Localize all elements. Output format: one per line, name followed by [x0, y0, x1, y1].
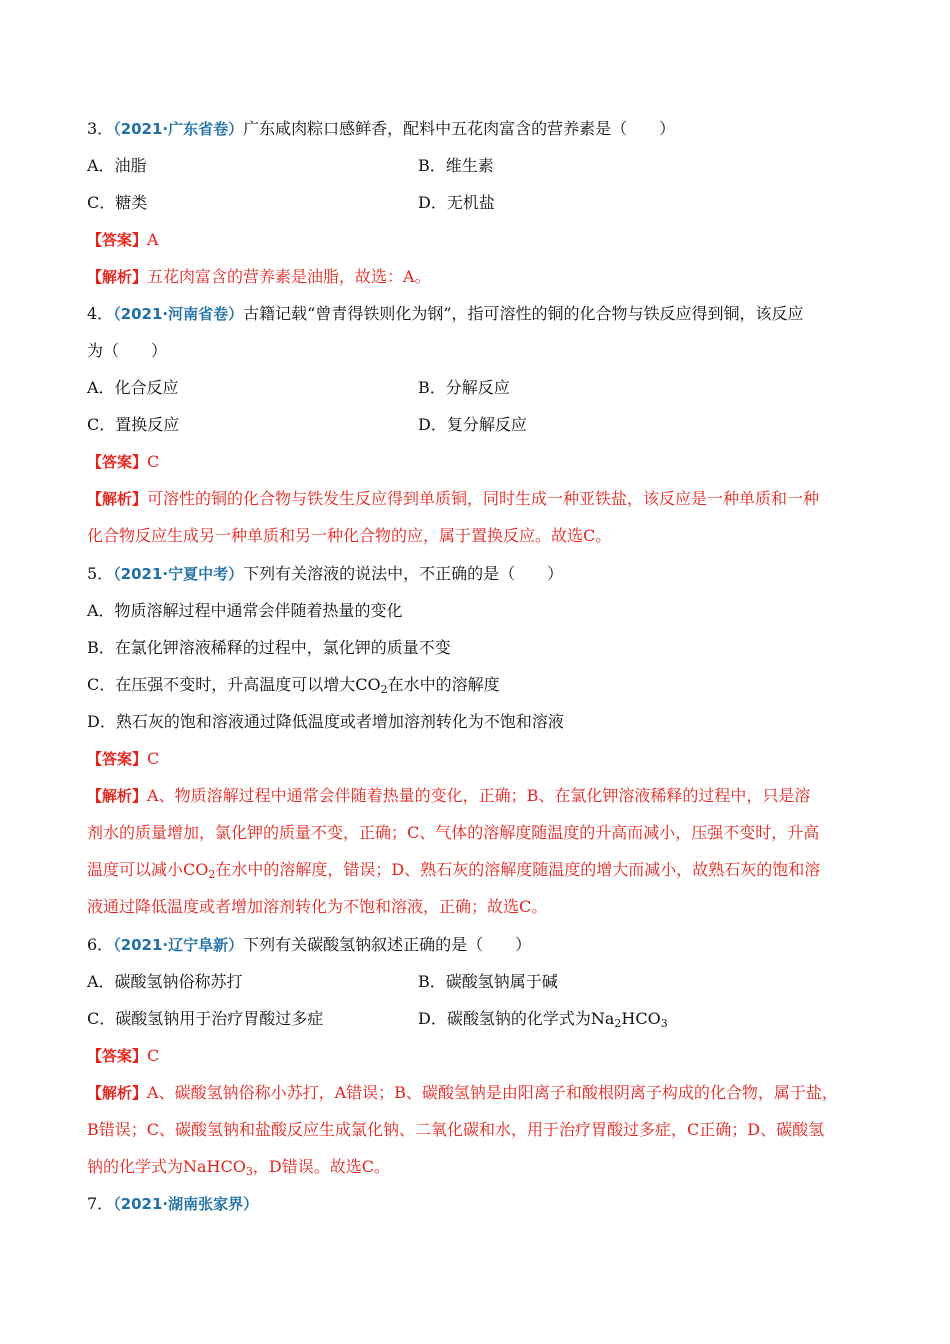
analysis-tag: 【解析】 [87, 490, 148, 508]
analysis-text: 剂水的质量增加，氯化钾的质量不变，正确；C、气体的溶解度随温度的升高而减小，压强不变时，升高 [87, 823, 820, 842]
option-c: C．碳酸氢钠用于治疗胃酸过多症 [87, 1009, 324, 1028]
option-a: A．碳酸氢钠俗称苏打 [87, 972, 243, 991]
analysis-tag: 【解析】 [87, 787, 148, 805]
answer-value: C [147, 749, 160, 768]
question-3-options-row-1 [87, 155, 877, 177]
option-c-cont: 在水中的溶解度 [387, 675, 500, 694]
chemical-formula: CO [183, 860, 209, 879]
chemical-formula: Na [590, 1009, 615, 1028]
question-source: （2021·宁夏中考） [113, 565, 244, 583]
question-5-option-c [87, 674, 877, 696]
question-4-stem-cont [87, 340, 877, 362]
option-a: A．化合反应 [87, 378, 179, 397]
answer-tag: 【答案】 [87, 1047, 148, 1065]
question-5-analysis-line-4 [87, 896, 877, 918]
question-number: 4． [87, 304, 114, 323]
analysis-text: 五花肉富含的营养素是油脂，故选：A。 [147, 267, 431, 286]
option-d: D．无机盐 [418, 193, 495, 212]
option-a: A．油脂 [87, 156, 147, 175]
question-source: （2021·湖南张家界） [113, 1195, 259, 1213]
subscript: 2 [208, 868, 216, 881]
analysis-tag: 【解析】 [87, 268, 148, 286]
question-4-answer [87, 451, 877, 473]
analysis-text: A、碳酸氢钠俗称小苏打，A错误；B、碳酸氢钠是由阳离子和酸根阴离子构成的化合物，属于盐， [147, 1083, 838, 1102]
question-5-option-b [87, 637, 877, 659]
answer-value: C [147, 452, 160, 471]
analysis-text: 温度可以减小 [87, 860, 184, 879]
answer-value: C [147, 1046, 160, 1065]
subscript: 3 [660, 1017, 668, 1030]
option-b: B．分解反应 [418, 378, 510, 397]
question-3-answer [87, 229, 877, 251]
option-a: A．物质溶解过程中通常会伴随着热量的变化 [87, 601, 403, 620]
question-6-options-row-1 [87, 971, 877, 993]
analysis-text: 可溶性的铜的化合物与铁发生反应得到单质铜，同时生成一种亚铁盐，该反应是一种单质和一种 [147, 489, 820, 508]
question-6-analysis-line-1 [87, 1082, 877, 1104]
question-5-answer [87, 748, 877, 770]
question-6-analysis-line-2 [87, 1119, 877, 1141]
chemical-formula: CO [355, 675, 381, 694]
analysis-text-cont: ，D错误。故选C。 [252, 1157, 390, 1176]
answer-value: A [147, 230, 159, 249]
subscript: 3 [245, 1165, 253, 1178]
question-5-analysis-line-1 [87, 785, 877, 807]
analysis-tag: 【解析】 [87, 1084, 148, 1102]
question-number: 3． [87, 119, 114, 138]
question-text: 下列有关溶液的说法中，不正确的是（ ） [243, 564, 564, 583]
question-3-analysis [87, 266, 877, 288]
question-4-stem [87, 303, 877, 325]
analysis-text: 钠的化学式为NaHCO [87, 1157, 246, 1176]
answer-tag: 【答案】 [87, 453, 148, 471]
question-source: （2021·辽宁阜新） [113, 936, 244, 954]
question-6-answer [87, 1045, 877, 1067]
question-source: （2021·河南省卷） [113, 305, 244, 323]
question-number: 6． [87, 935, 114, 954]
question-5-option-a [87, 600, 877, 622]
option-d [418, 1008, 668, 1030]
question-5-option-d [87, 711, 877, 733]
option-d-text: D．碳酸氢钠的化学式为 [418, 1009, 591, 1028]
answer-tag: 【答案】 [87, 750, 148, 768]
question-text: 下列有关碳酸氢钠叙述正确的是（ ） [243, 935, 532, 954]
question-5-stem [87, 563, 877, 585]
analysis-text: 液通过降低温度或者增加溶剂转化为不饱和溶液，正确；故选C。 [87, 897, 548, 916]
question-text: 古籍记载“曾青得铁则化为钢”，指可溶性的铜的化合物与铁反应得到铜，该反应 [243, 304, 804, 323]
subscript: 2 [614, 1017, 622, 1030]
question-6-analysis-line-3 [87, 1156, 877, 1178]
question-7-stem [87, 1193, 877, 1215]
subscript: 2 [380, 683, 388, 696]
question-4-options-row-2 [87, 414, 877, 436]
question-5-analysis-line-3 [87, 859, 877, 881]
question-4-analysis-line-1 [87, 488, 877, 510]
analysis-text: 化合物反应生成另一种单质和另一种化合物的应，属于置换反应。故选C。 [87, 526, 612, 545]
analysis-text-cont: 在水中的溶解度，错误；D、熟石灰的溶解度随温度的增大而减小，故熟石灰的饱和溶 [215, 860, 821, 879]
option-c: C．在压强不变时，升高温度可以增大 [87, 675, 356, 694]
question-number: 7． [87, 1194, 114, 1213]
option-c: C．糖类 [87, 193, 148, 212]
question-3-stem [87, 118, 877, 140]
answer-tag: 【答案】 [87, 231, 148, 249]
option-b: B．在氯化钾溶液稀释的过程中，氯化钾的质量不变 [87, 638, 451, 657]
question-6-stem [87, 934, 877, 956]
question-4-analysis-line-2 [87, 525, 877, 547]
option-d: D．熟石灰的饱和溶液通过降低温度或者增加溶剂转化为不饱和溶液 [87, 712, 564, 731]
analysis-text: B错误；C、碳酸氢钠和盐酸反应生成氯化钠、二氧化碳和水，用于治疗胃酸过多症，C正确；D、碳酸氢 [87, 1120, 825, 1139]
option-b: B．维生素 [418, 156, 494, 175]
question-number: 5． [87, 564, 114, 583]
option-d: D．复分解反应 [418, 415, 527, 434]
analysis-text: A、物质溶解过程中通常会伴随着热量的变化，正确；B、在氯化钾溶液稀释的过程中，只是溶 [147, 786, 811, 805]
question-4-options-row-1 [87, 377, 877, 399]
question-6-options-row-2 [87, 1008, 877, 1030]
question-source: （2021·广东省卷） [113, 120, 244, 138]
question-5-analysis-line-2 [87, 822, 877, 844]
question-text: 广东咸肉粽口感鲜香，配料中五花肉富含的营养素是（ ） [243, 119, 676, 138]
question-3-options-row-2 [87, 192, 877, 214]
chemical-formula: HCO [621, 1009, 661, 1028]
question-text-cont: 为（ ） [87, 341, 168, 360]
option-b: B．碳酸氢钠属于碱 [418, 972, 558, 991]
option-c: C．置换反应 [87, 415, 180, 434]
